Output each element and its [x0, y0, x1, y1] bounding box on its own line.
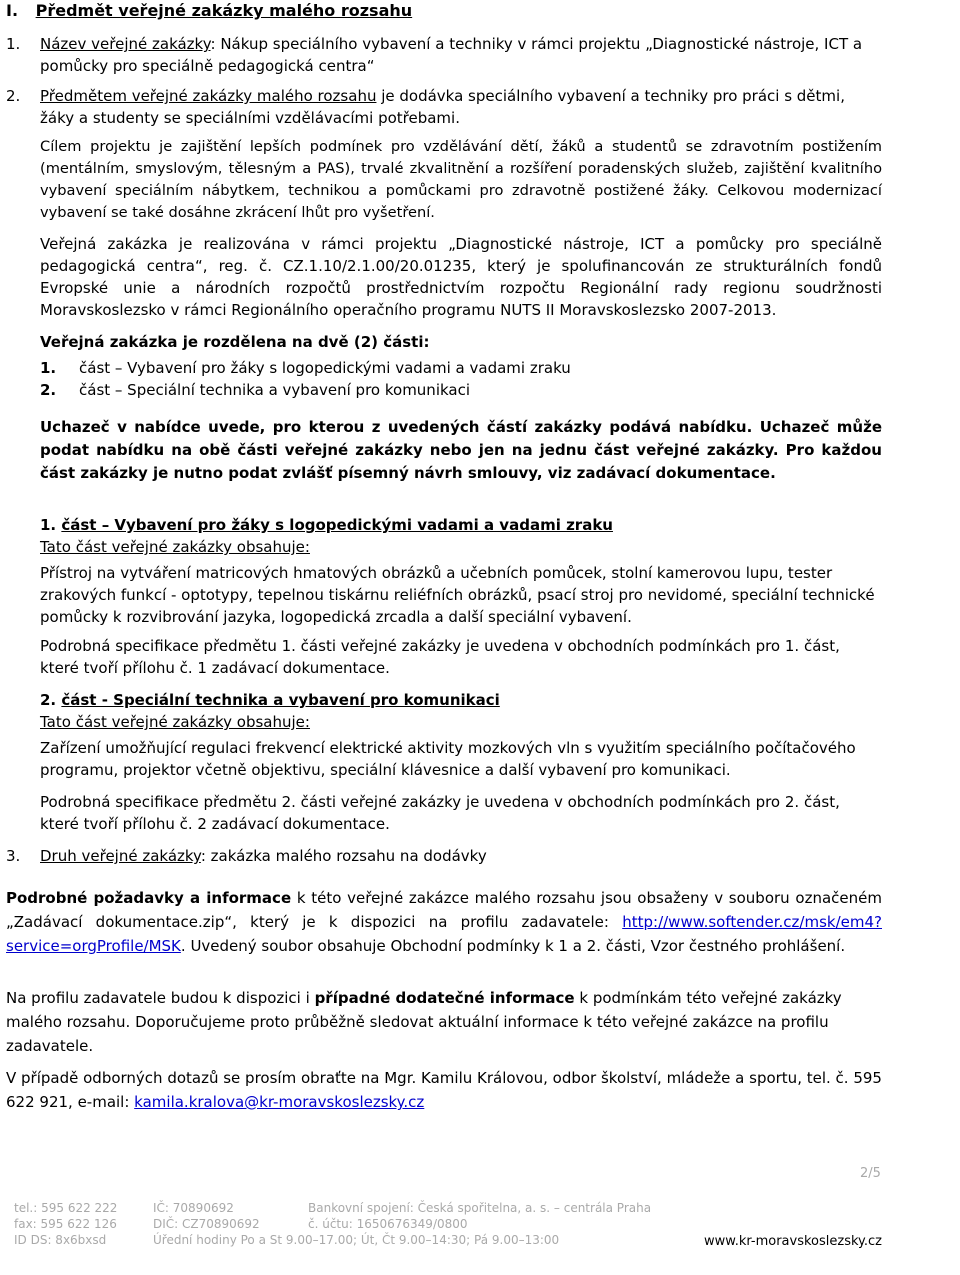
item3-label: Druh veřejné zakázky	[40, 847, 201, 865]
footer-office-hours: Úřední hodiny Po a St 9.00–17.00; Út, Čt 9.00–14:30; Pá 9.00–13:00	[153, 1233, 560, 1247]
part1-title	[40, 514, 613, 536]
item1-text: : Nákup speciálního vybavení a techniky v rámci projektu „Diagnostické nástroje, ICT a pomůcky pro speciálně pedagogická centra“	[40, 35, 863, 75]
item2-text: je dodávka speciálního vybavení a techniky pro práci s dětmi, žáky a studenty se speciálními vzdělávacími potřebami.	[40, 87, 845, 127]
part1-title-text: část – Vybavení pro žáky s logopedickými vadami a vadami zraku	[61, 516, 613, 534]
project-funding-paragraph: Veřejná zakázka je realizována v rámci projektu „Diagnostické nástroje, ICT a pomůcky pro speciálně pedagogická centra“, reg. č. CZ.1.10/2.1.00/20.01235, který je spolufinancován ze strukturálních fondů Evropské unie a národních rozpočtů prostřednictvím rozpočtu Regionální rady regionu soudržnosti Moravskoslezsko v rámci Regionálního operačního programu NUTS II Moravskoslezsko 2007-2013.	[40, 235, 882, 319]
part-list-number-2: 2.	[40, 381, 57, 399]
part-list-item-1: část – Vybavení pro žáky s logopedickými vadami a vadami zraku	[79, 359, 571, 377]
part1-specification: Podrobná specifikace předmětu 1. části veřejné zakázky je uvedena v obchodních podmínkách pro 1. část, které tvoří přílohu č. 1 zadávací dokumentace.	[40, 637, 840, 677]
part2-description: Zařízení umožňující regulaci frekvencí elektrické aktivity mozkových vln s využitím speciálního počítačového programu, projektor včetně objektivu, speciální klávesnice a další vybavení pro komunikaci.	[40, 739, 856, 779]
footer-account: č. účtu: 1650676349/0800	[308, 1217, 468, 1231]
part2-title-text: část - Speciální technika a vybavení pro komunikaci	[61, 691, 500, 709]
item2-paragraph	[40, 85, 882, 129]
item3-paragraph	[40, 845, 882, 867]
part1-title-number: 1.	[40, 516, 62, 534]
heading-roman: I.	[6, 1, 19, 20]
part1-contains-label: Tato část veřejné zakázky obsahuje:	[40, 538, 310, 556]
item2-label: Předmětem veřejné zakázky malého rozsahu	[40, 87, 377, 105]
page-number: 2/5	[860, 1166, 881, 1181]
requirements-text1: k této veřejné zakázce malého rozsahu jsou obsaženy v souboru označeném „Zadávací dokumentace.zip“, který je k dispozici na profilu zadavatele:	[6, 889, 882, 931]
footer-website[interactable]: www.kr-moravskoslezsky.cz	[704, 1234, 882, 1249]
contact-paragraph	[6, 1066, 882, 1114]
footer-tel: tel.: 595 622 222	[14, 1201, 118, 1215]
part2-title-number: 2.	[40, 691, 62, 709]
part-list-item-2: část – Speciální technika a vybavení pro komunikaci	[79, 381, 471, 399]
item2-number: 2.	[6, 87, 21, 105]
item3-text: : zakázka malého rozsahu na dodávky	[200, 847, 487, 865]
part1-description: Přístroj na vytváření matricových hmatových obrázků a učebních pomůcek, stolní kamerovou lupu, tester zrakových funkcí - optotypy, tepelnou tiskárnu reliéfních obrázků, psací stroj pro nevidomé, speciální technické pomůcky k rozvibrování jazyka, logopedická zrcadla a další speciální vybavení.	[40, 564, 875, 626]
profile-bold: případné dodatečné informace	[314, 989, 575, 1007]
footer-fax: fax: 595 622 126	[14, 1217, 117, 1231]
heading-title: Předmět veřejné zakázky malého rozsahu	[35, 1, 413, 20]
profile-paragraph	[6, 986, 882, 1058]
requirements-text2: . Uvedený soubor obsahuje Obchodní podmínky k 1 a 2. části, Vzor čestného prohlášení.	[180, 937, 846, 955]
footer-data-box: ID DS: 8x6bxsd	[14, 1233, 107, 1247]
bid-notice: Uchazeč v nabídce uvede, pro kterou z uvedených částí zakázky podává nabídku. Uchazeč může podat nabídku na obě části veřejné zakázky nebo jen na jednu část veřejné zakázky. Pro každou část zakázky je nutno podat zvlášť písemný návrh smlouvy, viz zadávací dokumentace.	[40, 418, 882, 482]
footer-dic: DIČ: CZ70890692	[153, 1217, 260, 1231]
part2-contains-label: Tato část veřejné zakázky obsahuje:	[40, 713, 310, 731]
part2-specification: Podrobná specifikace předmětu 2. části veřejné zakázky je uvedena v obchodních podmínkách pro 2. část, které tvoří přílohu č. 2 zadávací dokumentace.	[40, 793, 840, 833]
profile-text1: Na profilu zadavatele budou k dispozici i	[6, 989, 315, 1007]
project-goal-paragraph: Cílem projektu je zajištění lepších podmínek pro vzdělávání dětí, žáků a studentů se zdravotním postižením (mentálním, smyslovým, tělesným a PAS), trvalé zkvalitnění a rozšíření poradenských služeb, zajištění kvalitního vybavení speciálním nábytkem, technikou a pomůckami pro zdravotně postižené žáky. Celkovou modernizací vybavení se také dosáhne zkrácení lhůt pro vyšetření.	[40, 138, 882, 221]
item1-paragraph	[40, 33, 882, 77]
contact-text: V případě odborných dotazů se prosím obraťte na Mgr. Kamilu Královou, odbor školství, mládeže a sportu, tel. č. 595 622 921, e-mail:	[6, 1069, 882, 1111]
parts-heading: Veřejná zakázka je rozdělena na dvě (2) části:	[40, 333, 430, 351]
requirements-bold: Podrobné požadavky a informace	[6, 889, 292, 907]
requirements-paragraph	[6, 886, 882, 958]
part-list-number-1: 1.	[40, 359, 57, 377]
profile-text2: k podmínkám této veřejné zakázky malého rozsahu. Doporučujeme proto průběžně sledovat aktuální informace k této veřejné zakázce na profilu zadavatele.	[6, 989, 842, 1055]
footer-ic: IČ: 70890692	[153, 1201, 234, 1215]
item3-number: 3.	[6, 847, 21, 865]
contact-email-link[interactable]: kamila.kralova@kr-moravskoslezsky.cz	[134, 1093, 425, 1111]
footer-bank: Bankovní spojení: Česká spořitelna, a. s. – centrála Praha	[308, 1201, 652, 1215]
section-heading	[6, 0, 412, 22]
profile-link[interactable]: http://www.softender.cz/msk/em4?service=orgProfile/MSK	[6, 913, 882, 955]
part2-title	[40, 689, 500, 711]
item1-label: Název veřejné zakázky	[40, 35, 211, 53]
item1-number: 1.	[6, 35, 21, 53]
